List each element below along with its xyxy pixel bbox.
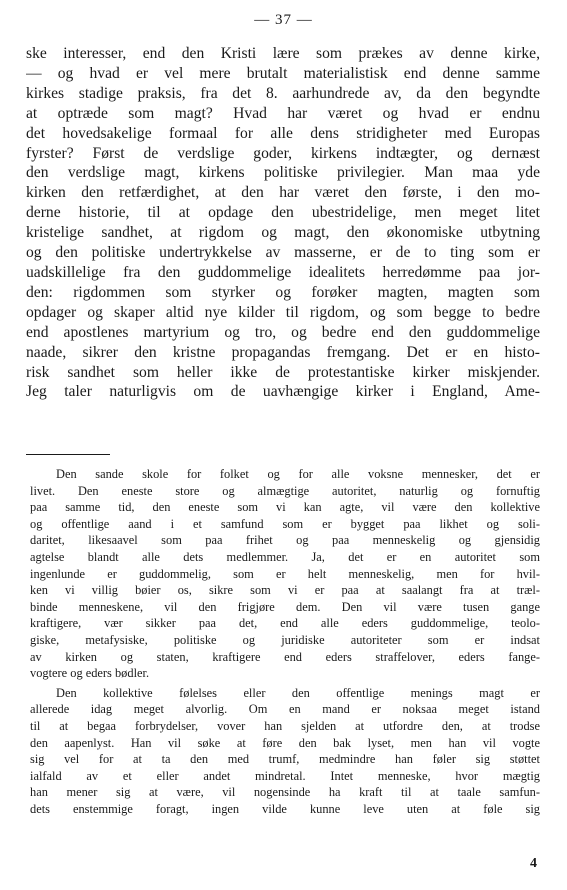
text-line: kirkes stadige praksis, fra det 8. aarhundrede av, da den begyndte (26, 84, 540, 102)
footnote-line: dets enstemmige foragt, ingen vilde kunne leve uten at føle sig (30, 801, 540, 816)
footnote-line: den aapenlyst. Han vil søke at føre den bak lyset, men han vil vogte (30, 735, 540, 750)
footnote-line: av kirken og staten, kraftigere end eders straffelover, eders fange- (30, 649, 540, 664)
footnote-line: ialfald av et eller andet mindretal. Intet menneske, hvor mægtig (30, 768, 540, 783)
footnote-line: sig vel for at ta den med trumf, medmindre han føler sig støttet (30, 752, 540, 767)
text-line: at optræde som magt? Hvad har været og hvad er endnu (26, 104, 540, 122)
footnote-line: giske, metafysiske, politiske og juridiske autoriteter som er indsat (30, 632, 540, 647)
text-line: — og hvad er vel mere brutalt materialistisk end denne samme (26, 64, 540, 82)
footnote-line: og offentlige aand i et samfund som er bygget paa likhet og soli- (30, 516, 540, 531)
text-line: ske interesser, end den Kristi lære som prækes av denne kirke, (26, 45, 540, 62)
footnote-line: kraftigere, vær sikker paa det, end alle eders guddommelige, teolo- (30, 616, 540, 631)
text-line: fyrster? Først de verdslige goder, kirkens indtægter, og dernæst (26, 144, 540, 162)
footnote-paragraph (30, 466, 540, 682)
footnote-line: allerede idag meget alvorlig. Om en mand er noksaa meget istand (30, 702, 540, 717)
footnote-line: til at begaa forbrydelser, vover han sjelden at utfordre den, at trodse (30, 718, 540, 733)
footnote-line: livet. Den eneste store og almægtige autoritet, naturlig og fornuftig (30, 483, 540, 498)
footnote-line: paa samme tid, den eneste som vi kan agte, vil være den kollektive (30, 500, 540, 515)
footnote-line: ingenlunde er guddommelig, som er helt menneskelig, men for hvil- (30, 566, 540, 581)
footnote (30, 466, 540, 820)
text-line: kirken den retfærdighet, at den har været den første, i den mo- (26, 184, 540, 202)
footnote-line: daritet, likesaavel som paa frihet og paa menneskelig og gjensidig (30, 533, 540, 548)
text-line: den: rigdommen som styrker og forøker magten, magten som (26, 283, 540, 301)
text-line: Jeg taler naturligvis om de uavhængige kirker i England, Ame- (26, 383, 540, 401)
footnote-separator (26, 454, 110, 455)
signature-mark: 4 (530, 856, 537, 871)
text-line: end apostlenes martyrium og tro, og bedre end den guddommelige (26, 323, 540, 341)
text-line: naade, sikrer den kristne propagandas fremgang. Det er en histo- (26, 343, 540, 361)
page-number: — 37 — (254, 12, 313, 28)
text-line: det hovedsakelige formaal for alle dens stridigheter med Europas (26, 124, 540, 142)
text-line: uadskillelige fra den guddommelige idealitets herredømme paa jor- (26, 263, 540, 281)
text-line: risk sandhet som heller ikke de protestantiske kirker miskjender. (26, 363, 540, 381)
footnote-line: Den kollektive følelses eller den offentlige menings magt er (56, 685, 540, 700)
text-line: og den politiske undertrykkelse av masserne, er de to ting som er (26, 244, 540, 262)
footnote-paragraph (30, 685, 540, 818)
footnote-line: Den sande skole for folket og for alle voksne mennesker, det er (56, 467, 540, 481)
text-line: den verdslige magt, kirkens politiske privilegier. Man maa yde (26, 164, 540, 182)
text-line: kristelige sandhet, at rigdom og magt, den økonomiske utbytning (26, 224, 540, 242)
footnote-line: han mener sig at være, vil nogensinde ha kraft til at taale samfun- (30, 785, 540, 800)
text-line: opdager og skaper altid nye kilder til rigdom, og som begge to bedre (26, 303, 540, 321)
footnote-line: agtelse blandt alle dets medlemmer. Ja, det er en autoritet som (30, 549, 540, 564)
footnote-line: ken vi villig bøier os, sikre som vi er paa at saalangt fra at træl- (30, 583, 540, 598)
footnote-line: binde menneskene, vil den frigjøre dem. Den vil være tusen gange (30, 599, 540, 614)
footnote-line: vogtere og eders bødler. (30, 666, 150, 681)
main-text-body (26, 44, 540, 402)
text-line: derne historie, til at opdage den ubestridelige, men meget litet (26, 204, 540, 222)
